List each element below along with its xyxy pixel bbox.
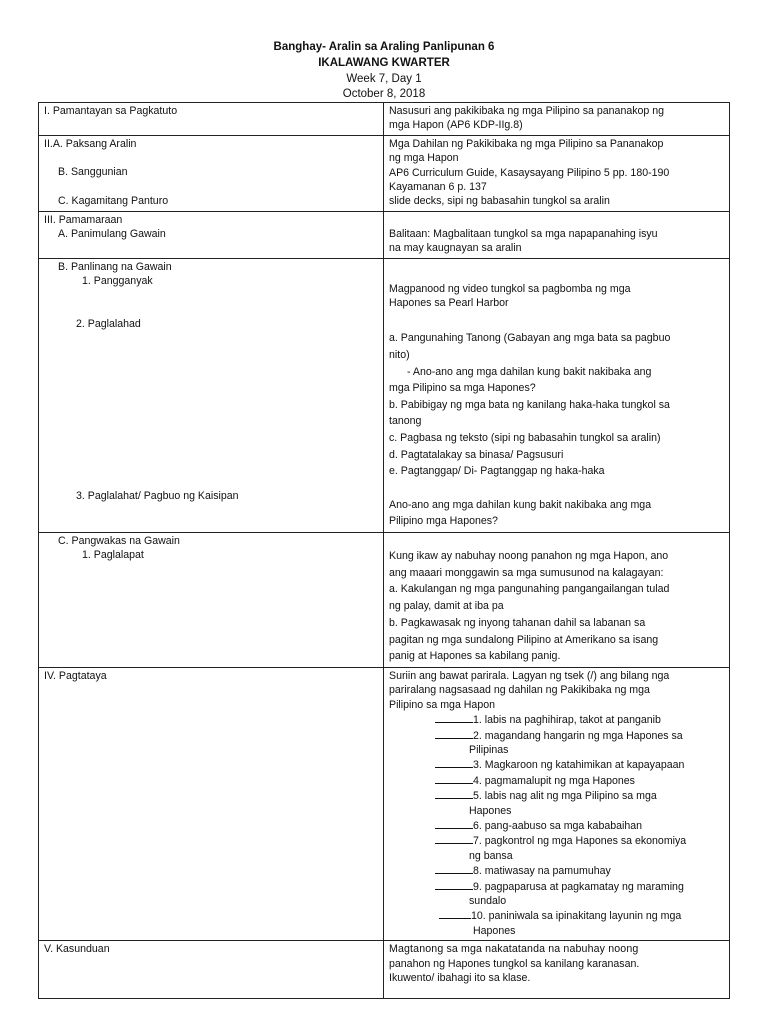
panlinang-labels — [39, 258, 384, 532]
answer-blank[interactable] — [439, 908, 471, 919]
answer-blank[interactable] — [435, 818, 473, 829]
answer-blank[interactable] — [435, 728, 473, 739]
checklist-item — [389, 757, 724, 772]
pamantayan-content — [384, 103, 730, 136]
text-line: Pilipino sa mga Hapon — [389, 698, 495, 711]
checklist-item — [389, 879, 724, 894]
item-text: 10. paniniwala sa ipinakitang layunin ng mga — [471, 910, 682, 923]
paksang-aralin-label: II.A. Paksang Aralin — [44, 137, 137, 150]
text-line: nito) — [389, 349, 410, 362]
pangganyak-label: 1. Pangganyak — [82, 275, 153, 288]
text-line: mga Pilipino sa mga Hapones? — [389, 382, 536, 395]
row-pagtataya — [39, 667, 730, 940]
pangwakas-content — [384, 533, 730, 668]
answer-blank[interactable] — [435, 833, 473, 844]
text-line: panahon ng Hapones tungkol sa kanilang karanasan. — [389, 957, 640, 970]
item-text: 4. pagmamalupit ng mga Hapones — [473, 774, 635, 787]
text-line: b. Pagkawasak ng inyong tahanan dahil sa labanan sa — [389, 616, 646, 629]
answer-blank[interactable] — [435, 863, 473, 874]
item-text: 7. pagkontrol ng mga Hapones sa ekonomiya — [473, 835, 687, 848]
row-panlinang — [39, 258, 730, 532]
pamamaraan-content — [384, 211, 730, 258]
item-text: Hapones — [473, 924, 516, 937]
answer-blank[interactable] — [435, 712, 473, 723]
kasunduan-label: V. Kasunduan — [39, 941, 384, 999]
item-text: 3. Magkaroon ng katahimikan at kapayapaan — [473, 759, 685, 772]
pamamaraan-label: III. Pamamaraan — [44, 213, 123, 226]
text-line: c. Pagbasa ng teksto (sipi ng babasahin tungkol sa aralin) — [389, 432, 661, 445]
text-line: a. Pangunahing Tanong (Gabayan ang mga bata sa pagbuo — [389, 332, 671, 345]
lesson-plan-table — [38, 102, 730, 999]
pagtataya-label: IV. Pagtataya — [39, 667, 384, 940]
item-text: 1. labis na paghihirap, takot at panganib — [473, 714, 661, 727]
panlinang-label: B. Panlinang na Gawain — [58, 260, 172, 273]
text-line: Mga Dahilan ng Pakikibaka ng mga Pilipino sa Pananakop — [389, 137, 664, 150]
text-line: tanong — [389, 415, 422, 428]
text-line: b. Pabibigay ng mga bata ng kanilang haka-haka tungkol sa — [389, 398, 670, 411]
checklist-item — [389, 788, 724, 803]
row-pangwakas — [39, 533, 730, 668]
item-text: Pilipinas — [469, 743, 509, 756]
text-line: na may kaugnayan sa aralin — [389, 242, 522, 255]
checklist-item — [389, 908, 724, 923]
text-line: pariralang nagsasaad ng dahilan ng Pakikibaka ng mga — [389, 684, 650, 697]
answer-blank[interactable] — [435, 757, 473, 768]
text-line: Hapones sa Pearl Harbor — [389, 297, 509, 310]
answer-blank[interactable] — [435, 788, 473, 799]
text-line: Kung ikaw ay nabuhay noong panahon ng mga Hapon, ano — [389, 550, 669, 562]
text-line: pagitan ng mga sundalong Pilipino at Amerikano sa isang — [389, 633, 659, 646]
text-line: Ano-ano ang mga dahilan kung bakit nakibaka ang mga — [389, 498, 652, 511]
text-line: Suriin ang bawat parirala. Lagyan ng tsek (/) ang bilang nga — [389, 669, 670, 682]
text-line: mga Hapon (AP6 KDP-IIg.8) — [389, 119, 523, 132]
text-line: Pilipino mga Hapones? — [389, 515, 498, 528]
text-line: panig at Hapones sa kabilang panig. — [389, 650, 561, 663]
text-line: Magpanood ng video tungkol sa pagbomba ng mga — [389, 282, 631, 295]
week-day-line: Week 7, Day 1 — [346, 73, 422, 85]
row-paksang-aralin — [39, 135, 730, 211]
checklist-item — [389, 712, 724, 727]
text-line: Balitaan: Magbalitaan tungkol sa mga napapanahing isyu — [389, 227, 658, 240]
kagamitan-label: C. Kagamitang Panturo — [58, 194, 169, 207]
answer-blank[interactable] — [435, 773, 473, 784]
pangwakas-labels — [39, 533, 384, 668]
row-kasunduan — [39, 941, 730, 999]
item-text: 8. matiwasay na pamumuhay — [473, 865, 611, 878]
paksang-content — [384, 135, 730, 211]
text-line: - Ano-ano ang mga dahilan kung bakit nakibaka ang — [407, 365, 652, 378]
checklist-item — [389, 773, 724, 788]
paglalahat-label: 3. Paglalahat/ Pagbuo ng Kaisipan — [76, 489, 239, 502]
text-line: d. Pagtatalakay sa binasa/ Pagsusuri — [389, 448, 564, 461]
kasunduan-content — [384, 941, 730, 999]
item-text: 5. labis nag alit ng mga Pilipino sa mga — [473, 790, 657, 803]
item-text: ng bansa — [469, 849, 513, 862]
panimulang-gawain-label: A. Panimulang Gawain — [58, 228, 166, 241]
text-line: Magtanong sa mga nakatatanda na nabuhay noong — [389, 943, 639, 956]
panlinang-content — [384, 258, 730, 532]
text-line: a. Kakulangan ng mga pangunahing pangangailangan tulad — [389, 583, 670, 596]
text-line: Nasusuri ang pakikibaka ng mga Pilipino sa pananakop ng — [389, 105, 665, 117]
pamantayan-label: I. Pamantayan sa Pagkatuto — [39, 103, 384, 136]
item-text: sundalo — [469, 895, 507, 908]
text-line: ng palay, damit at iba pa — [389, 600, 504, 613]
checklist-item — [389, 818, 724, 833]
text-line: AP6 Curriculum Guide, Kasaysayang Pilipino 5 pp. 180-190 — [389, 166, 670, 179]
item-text: 9. pagpaparusa at pagkamatay ng maraming — [473, 880, 684, 893]
row-pamantayan — [39, 103, 730, 136]
checklist-item — [389, 833, 724, 848]
text-line: ang maaari monggawin sa mga sumusunod na kalagayan: — [389, 566, 664, 579]
quarter-heading: IKALAWANG KWARTER — [318, 57, 450, 69]
item-text: 6. pang-aabuso sa mga kababaihan — [473, 819, 643, 832]
paglalahad-label: 2. Paglalahad — [76, 318, 141, 331]
checklist-item — [389, 863, 724, 878]
document-title: Banghay- Aralin sa Araling Panlipunan 6 — [273, 41, 495, 53]
sanggunian-label: B. Sanggunian — [58, 166, 128, 179]
item-text: Hapones — [469, 804, 512, 817]
pangwakas-label: C. Pangwakas na Gawain — [58, 535, 180, 547]
text-line: ng mga Hapon — [389, 152, 459, 165]
row-pamamaraan — [39, 211, 730, 258]
text-line: Kayamanan 6 p. 137 — [389, 181, 487, 194]
item-text: 2. magandang hangarin ng mga Hapones sa — [473, 729, 683, 742]
pagtataya-content — [384, 667, 730, 940]
paglalapat-label: 1. Paglalapat — [82, 549, 144, 562]
checklist-item — [389, 728, 724, 743]
text-line: e. Pagtanggap/ Di- Pagtanggap ng haka-haka — [389, 465, 605, 478]
pamamaraan-labels — [39, 211, 384, 258]
paksang-labels — [39, 135, 384, 211]
answer-blank[interactable] — [435, 879, 473, 890]
date-line: October 8, 2018 — [342, 88, 426, 100]
text-line: Ikuwento/ ibahagi ito sa klase. — [389, 972, 531, 985]
text-line: slide decks, sipi ng babasahin tungkol sa aralin — [389, 195, 610, 208]
